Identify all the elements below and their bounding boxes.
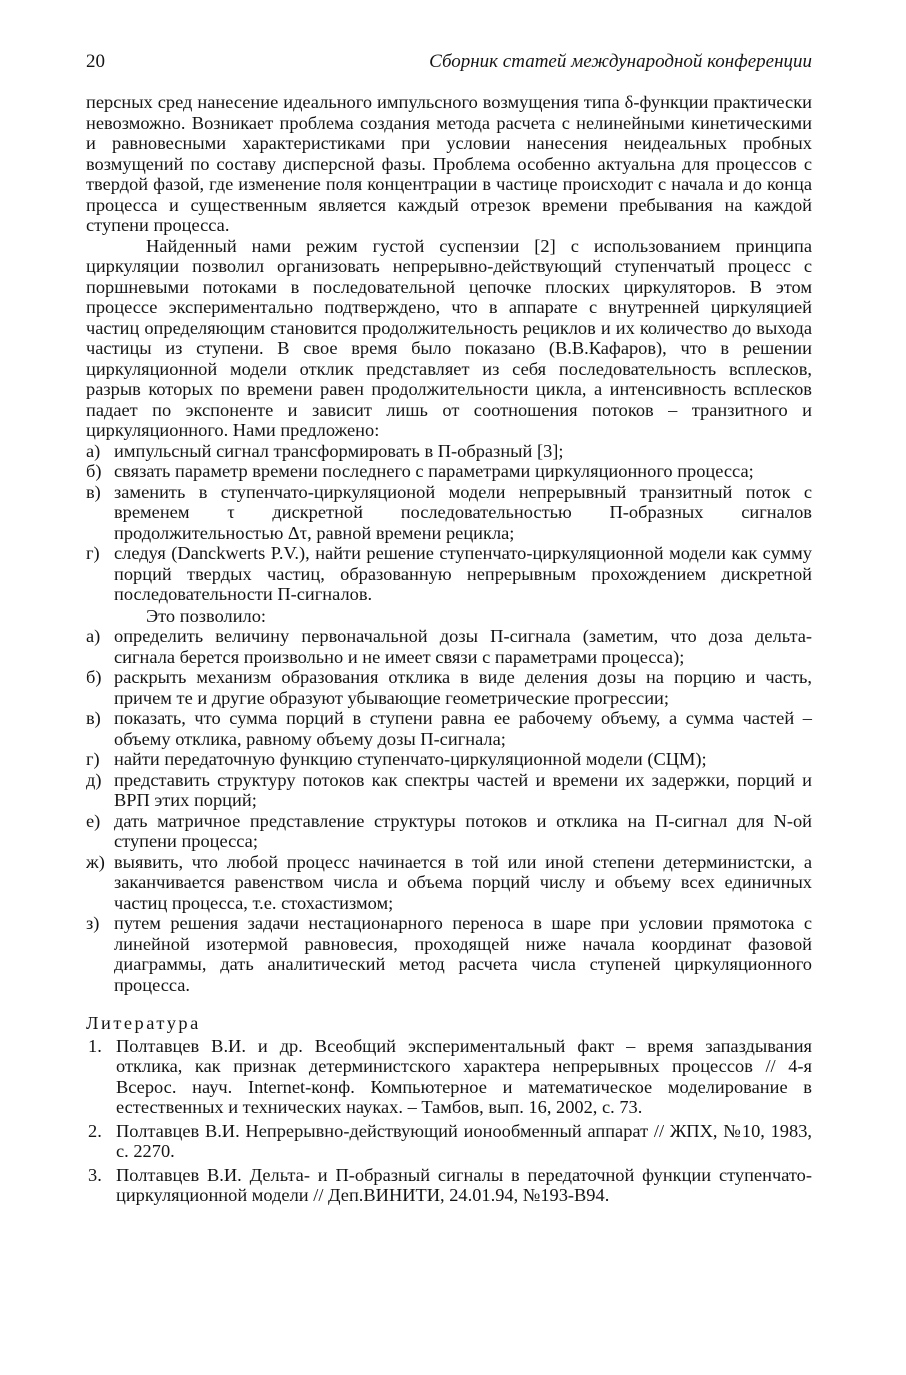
document-page [86, 52, 812, 1209]
list-marker: ж) [86, 851, 105, 872]
list-marker: з) [86, 913, 100, 933]
reference-number: 3. [88, 1164, 102, 1185]
paragraph: Найденный нами режим густой суспензии [2] с использованием принципа циркуляции позволил организовать непрерывно-действующий ступенчатый процесс с поршневыми потоками в последовательной цепочке плоских циркуляторов. В этом процессе экспериментально подтверждено, что в аппарате с внутренней циркуляцией частиц определяющим становится продолжительность рециклов и их количество до выхода частицы из ступени. В свое время было показано (В.В.Кафаров), что в решении циркуляционной модели отклик представляет из себя последовательность всплесков, разрыв которых по времени равен продолжительности цикла, а интенсивность всплесков падает по экспоненте и зависит лишь от соотношения потоков – транзитного и циркуляционного. Нами предложено: [86, 235, 812, 440]
reference-number: 2. [88, 1120, 102, 1141]
list-marker: г) [86, 543, 100, 563]
list-item-text: выявить, что любой процесс начинается в той или иной степени детерминистски, а заканчивается равенством числа и объема порций числу и объему всех единичных частиц процесса, т.е. стохастизмом; [114, 851, 812, 913]
list-item-text: показать, что сумма порций в ступени равна ее рабочему объему, а сумма частей – объему отклика, равному объему дозы П-сигнала; [114, 708, 812, 749]
references-heading: Литература [86, 1013, 201, 1033]
list-marker: д) [86, 769, 102, 790]
list-item-text: раскрыть механизм образования отклика в виде деления дозы на порцию и часть, причем те и другие образуют убывающие геометрические прогрессии; [114, 667, 812, 708]
list-marker: в) [86, 481, 101, 502]
reference-item [86, 1036, 812, 1118]
list-item [86, 667, 812, 708]
list-marker: б) [86, 667, 102, 687]
list-marker: е) [86, 810, 101, 831]
list-item [86, 852, 812, 914]
list-item-text: заменить в ступенчато-циркуляционой модели непрерывный транзитный поток с временем τ дискретной последовательностью П-образных сигналов продолжительностью Δτ, равной времени рецикла; [114, 481, 812, 543]
paragraph: персных сред нанесение идеального импульсного возмущения типа δ-функции практически невозможно. Возникает проблема создания метода расчета с нелинейными кинетическими и равновесными характеристиками при условии нанесения неидеальных пробных возмущений по составу дисперсной фазы. Проблема особенно актуальна для процессов с твердой фазой, где изменение поля концентрации в частице происходит с начала и до конца процесса и существенным является каждый отрезок времени пребывания на каждой ступени процесса. [86, 92, 812, 235]
references-list [86, 1036, 812, 1206]
list-marker: в) [86, 708, 101, 728]
list-marker: а) [86, 626, 101, 646]
list-item [86, 708, 812, 749]
page-number: 20 [86, 51, 105, 72]
reference-text: Полтавцев В.И. Дельта- и П-образный сигналы в передаточной функции ступенчато-циркуляционной модели // Деп.ВИНИТИ, 24.01.94, №193-В94. [116, 1164, 812, 1205]
list-item-text: представить структуру потоков как спектры частей и времени их задержки, порций и ВРП этих порций; [114, 769, 812, 810]
results-lead: Это позволило: [146, 605, 267, 626]
list-item [86, 441, 812, 462]
list-item [86, 482, 812, 544]
reference-item [86, 1121, 812, 1162]
list-marker: г) [86, 749, 100, 769]
list-item-text: следуя (Danckwerts P.V.), найти решение ступенчато-циркуляционной модели как сумму порций твердых частиц, образованную непрерывным прохождением дискретной последовательности П-сигналов. [114, 543, 812, 604]
reference-text: Полтавцев В.И. Непрерывно-действующий ионообменный аппарат // ЖПХ, №10, 1983, с. 2270. [116, 1120, 812, 1161]
list-item-text: импульсный сигнал трансформировать в П-образный [3]; [114, 440, 564, 461]
list-item-text: определить величину первоначальной дозы П-сигнала (заметим, что доза дельта-сигнала берется произвольно и не имеет связи с параметрами процесса); [114, 626, 812, 667]
running-title: Сборник статей международной конференции [429, 51, 812, 72]
list-item-text: найти передаточную функцию ступенчато-циркуляционной модели (СЦМ); [114, 749, 707, 769]
list-item [86, 770, 812, 811]
list-item-text: связать параметр времени последнего с параметрами циркуляционного процесса; [114, 461, 754, 481]
results-list [86, 626, 812, 995]
proposals-list [86, 441, 812, 605]
list-item [86, 461, 812, 482]
list-item-text: путем решения задачи нестационарного переноса в шаре при условии прямотока с линейной изотермой равновесия, проходящей ниже начала координат фазовой диаграммы, дать аналитический метод расчета числа ступеней циркуляционного процесса. [114, 913, 812, 995]
list-marker: б) [86, 461, 102, 481]
list-item [86, 913, 812, 995]
reference-item [86, 1165, 812, 1206]
list-item [86, 626, 812, 667]
list-item-text: дать матричное представление структуры потоков и отклика на П-сигнал для N-ой ступени процесса; [114, 810, 812, 851]
page-header [86, 52, 812, 82]
list-item [86, 749, 812, 770]
list-item [86, 543, 812, 605]
reference-number: 1. [88, 1035, 102, 1056]
list-marker: а) [86, 440, 101, 461]
reference-text: Полтавцев В.И. и др. Всеобщий экспериментальный факт – время запаздывания отклика, как признак детерминистского характера непрерывных процессов // 4-я Всерос. науч. Internet-конф. Компьютерное и математическое моделирование в естественных и технических науках. – Тамбов, вып. 16, 2002, с. 73. [116, 1035, 812, 1117]
list-item [86, 811, 812, 852]
